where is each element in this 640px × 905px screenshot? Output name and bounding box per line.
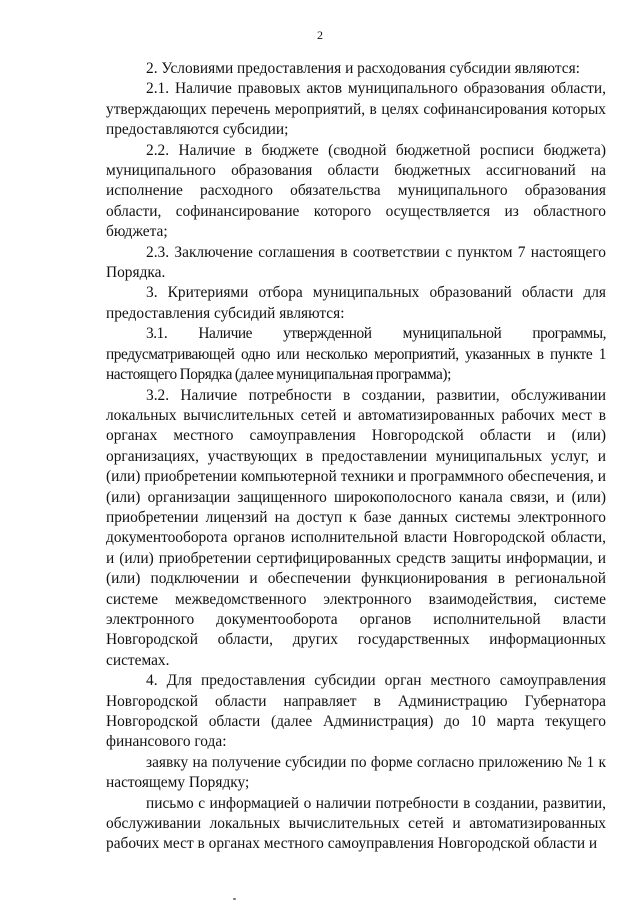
paragraph-2-3: 2.3. Заключение соглашения в соответствии с пунктом 7 настоящего Порядка. xyxy=(106,243,606,282)
paragraph-3: 3. Критериями отбора муниципальных образований области для предоставления субсидий являются: xyxy=(106,284,606,322)
paragraph-3-2: 3.2. Наличие потребности в создании, развитии, обслуживании локальных вычислительных сетей и автоматизированных рабочих мест в органах местного самоуправления Новгородской области и (или) организациях, участвующих в предоставлении муниципальных услуг, и (или) приобретении компьютерной техники и программного обеспечения, и (или) организации защищенного широкополосного канала связи, и (или) приобретении лицензий на доступ к базе данных системы электронного документооборота органов исполнительной власти Новгородской области, и (или) приобретении сертифицированных средств защиты информации, и (или) подключении и обеспечении функционирования в региональной системе межведомственного электронного взаимодействия, системе электронного документооборота органов исполнительной власти Новгородской области, других государственных информационных системах. xyxy=(106,386,606,669)
paragraph-3-1: 3.1. Наличие утвержденной муниципальной программы, предусматривающей одно или несколько мероприятий, указанных в пункте 1 настоящего Порядка (далее муниципальная программа); xyxy=(106,325,606,384)
page-number: 2 xyxy=(317,28,323,42)
scan-speck xyxy=(233,898,236,900)
paragraph-4: 4. Для предоставления субсидии орган местного самоуправления Новгородской области направляет в Администрацию Губернатора Новгородской области (далее Администрация) до 10 марта текущего финансового года: xyxy=(106,672,606,751)
paragraph-4-letter: письмо с информацией о наличии потребности в создании, развитии, обслуживании локальных вычислительных сетей и автоматизированных рабочих мест в органах местного самоуправления Новгородской области и xyxy=(106,794,606,853)
paragraph-2-2: 2.2. Наличие в бюджете (сводной бюджетной росписи бюджета) муниципального образования области бюджетных ассигнований на исполнение расходного обязательства муниципального образования области, софинансирование которого осуществляется из областного бюджета; xyxy=(106,141,606,241)
paragraph-2: 2. Условиями предоставления и расходования субсидии являются: xyxy=(146,60,580,77)
paragraph-2-1: 2.1. Наличие правовых актов муниципального образования области, утверждающих перечень мероприятий, в целях софинансирования которых предоставляются субсидии; xyxy=(106,80,606,139)
document-body xyxy=(106,59,606,855)
paragraph-4-application: заявку на получение субсидии по форме согласно приложению № 1 к настоящему Порядку; xyxy=(106,753,606,792)
